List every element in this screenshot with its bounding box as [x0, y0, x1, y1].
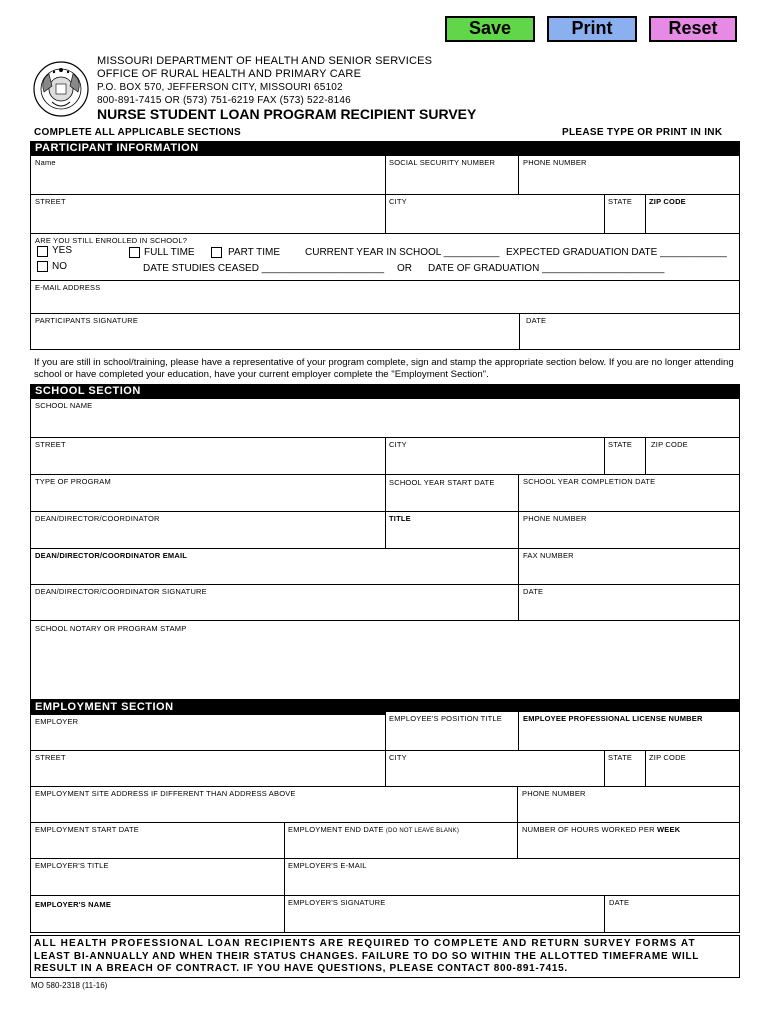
- position-title-label: EMPLOYEE'S POSITION TITLE: [389, 714, 502, 723]
- school-fax-label: FAX NUMBER: [523, 551, 574, 560]
- date-of-graduation-field[interactable]: DATE OF GRADUATION ______________________: [428, 263, 665, 274]
- school-state-label: STATE: [608, 440, 633, 449]
- employer-city-label: CITY: [389, 753, 407, 762]
- email-field[interactable]: [30, 280, 740, 314]
- notice-line-3: RESULT IN A BREACH OF CONTRACT. IF YOU HAVE QUESTIONS, PLEASE CONTACT 800-891-7415.: [34, 963, 568, 974]
- employer-label: EMPLOYER: [35, 717, 79, 726]
- school-street-field[interactable]: [30, 437, 386, 475]
- employer-field[interactable]: [30, 714, 386, 751]
- type-or-print-note: PLEASE TYPE OR PRINT IN INK: [562, 127, 723, 138]
- employer-name-label: EMPLOYER'S NAME: [35, 900, 112, 909]
- notice-line-1: ALL HEALTH PROFESSIONAL LOAN RECIPIENTS ARE REQUIRED TO COMPLETE AND RETURN SURVEY FORMS AT: [34, 938, 696, 949]
- school-city-field[interactable]: [385, 437, 605, 475]
- reset-button[interactable]: Reset: [649, 16, 737, 42]
- current-year-field[interactable]: CURRENT YEAR IN SCHOOL __________: [305, 247, 500, 258]
- employer-street-field[interactable]: [30, 750, 386, 787]
- part-time-label: PART TIME: [228, 247, 281, 258]
- school-section-header: SCHOOL SECTION: [30, 384, 740, 399]
- employer-phone-label: PHONE NUMBER: [522, 789, 586, 798]
- participant-phone-label: PHONE NUMBER: [523, 158, 587, 167]
- employer-signature-label: EMPLOYER'S SIGNATURE: [288, 898, 386, 907]
- agency-address: P.O. BOX 570, JEFFERSON CITY, MISSOURI 65102: [97, 82, 343, 93]
- or-label: OR: [397, 263, 412, 274]
- employer-email-label: EMPLOYER'S E-MAIL: [288, 861, 367, 870]
- school-city-label: CITY: [389, 440, 407, 449]
- school-zip-label: ZIP CODE: [651, 440, 688, 449]
- participant-street-field[interactable]: [30, 194, 386, 234]
- form-title: NURSE STUDENT LOAN PROGRAM RECIPIENT SURVEY: [97, 106, 477, 122]
- agency-phone: 800-891-7415 OR (573) 751-6219 FAX (573) 522-8146: [97, 95, 351, 106]
- enrolled-yes-checkbox[interactable]: [37, 246, 48, 257]
- hours-per-week-label: [522, 825, 680, 834]
- employment-end-note: (DO NOT LEAVE BLANK): [385, 828, 460, 834]
- participant-date-field[interactable]: [519, 313, 740, 350]
- missouri-seal-icon: [32, 60, 90, 118]
- school-start-date-label: SCHOOL YEAR START DATE: [389, 478, 495, 487]
- state-label: STATE: [608, 197, 633, 206]
- enrolled-question: ARE YOU STILL ENROLLED IN SCHOOL?: [35, 236, 188, 245]
- city-label: CITY: [389, 197, 407, 206]
- notice-text: [34, 938, 699, 976]
- school-date-field[interactable]: [518, 584, 740, 621]
- school-name-field[interactable]: [30, 398, 740, 438]
- participant-city-field[interactable]: [385, 194, 605, 234]
- enrolled-no-checkbox[interactable]: [37, 261, 48, 272]
- employer-street-label: STREET: [35, 753, 66, 762]
- street-label: STREET: [35, 197, 66, 206]
- dean-signature-label: DEAN/DIRECTOR/COORDINATOR SIGNATURE: [35, 587, 207, 596]
- employment-end-text: EMPLOYMENT END DATE: [288, 825, 384, 834]
- license-number-label: EMPLOYEE PROFESSIONAL LICENSE NUMBER: [523, 714, 703, 723]
- hours-text: NUMBER OF HOURS WORKED PER: [522, 825, 655, 834]
- employment-section-header: EMPLOYMENT SECTION: [30, 700, 740, 715]
- full-time-checkbox[interactable]: [129, 247, 140, 258]
- employer-date-label: DATE: [609, 898, 630, 907]
- participant-section-header: PARTICIPANT INFORMATION: [30, 141, 740, 156]
- participant-name-field[interactable]: [30, 155, 386, 195]
- instructions-text: If you are still in school/training, please have a representative of your program complete, sign and stamp the appropriate section below. If you are no longer attending school or have completed your education, have your current employer complete the "Employment Section".: [34, 357, 734, 380]
- save-button[interactable]: Save: [445, 16, 535, 42]
- dean-title-label: TITLE: [389, 514, 411, 523]
- employment-start-label: EMPLOYMENT START DATE: [35, 825, 139, 834]
- no-label: NO: [52, 261, 67, 272]
- employer-title-label: EMPLOYER'S TITLE: [35, 861, 109, 870]
- employment-end-label: [288, 825, 459, 834]
- hours-week-text: WEEK: [657, 825, 681, 834]
- print-button[interactable]: Print: [547, 16, 637, 42]
- notice-line-2: LEAST BI-ANNUALLY AND WHEN THEIR STATUS CHANGES. FAILURE TO DO SO WITHIN THE ALLOTTED TIMEFRAME WILL: [34, 950, 700, 962]
- expected-graduation-field[interactable]: EXPECTED GRADUATION DATE ____________: [506, 247, 727, 258]
- yes-label: YES: [52, 245, 73, 256]
- agency-name: MISSOURI DEPARTMENT OF HEALTH AND SENIOR SERVICES: [97, 55, 433, 67]
- employer-zip-label: ZIP CODE: [649, 753, 686, 762]
- name-label: Name: [35, 158, 56, 167]
- participant-signature-label: PARTICIPANTS SIGNATURE: [35, 316, 139, 325]
- school-date-label: DATE: [523, 587, 544, 596]
- site-address-label: EMPLOYMENT SITE ADDRESS IF DIFFERENT THAN ADDRESS ABOVE: [35, 789, 296, 798]
- school-street-label: STREET: [35, 440, 66, 449]
- school-completion-date-label: SCHOOL YEAR COMPLETION DATE: [523, 477, 656, 486]
- full-time-label: FULL TIME: [144, 247, 195, 258]
- office-name: OFFICE OF RURAL HEALTH AND PRIMARY CARE: [97, 68, 362, 80]
- form-id: MO 580-2318 (11-16): [31, 981, 108, 990]
- ssn-label: SOCIAL SECURITY NUMBER: [389, 158, 496, 167]
- zip-label: ZIP CODE: [649, 197, 686, 206]
- program-type-label: TYPE OF PROGRAM: [35, 477, 111, 486]
- part-time-checkbox[interactable]: [211, 247, 222, 258]
- school-phone-label: PHONE NUMBER: [523, 514, 587, 523]
- dean-label: DEAN/DIRECTOR/COORDINATOR: [35, 514, 160, 523]
- school-name-label: SCHOOL NAME: [35, 401, 93, 410]
- dean-email-label: DEAN/DIRECTOR/COORDINATOR EMAIL: [35, 551, 188, 560]
- school-stamp-label: SCHOOL NOTARY OR PROGRAM STAMP: [35, 624, 187, 633]
- date-studies-ceased-field[interactable]: DATE STUDIES CEASED ______________________: [143, 263, 385, 274]
- email-label: E-MAIL ADDRESS: [35, 283, 101, 292]
- employer-state-label: STATE: [608, 753, 633, 762]
- participant-date-label: DATE: [526, 316, 547, 325]
- employer-city-field[interactable]: [385, 750, 605, 787]
- complete-all-note: COMPLETE ALL APPLICABLE SECTIONS: [34, 127, 242, 138]
